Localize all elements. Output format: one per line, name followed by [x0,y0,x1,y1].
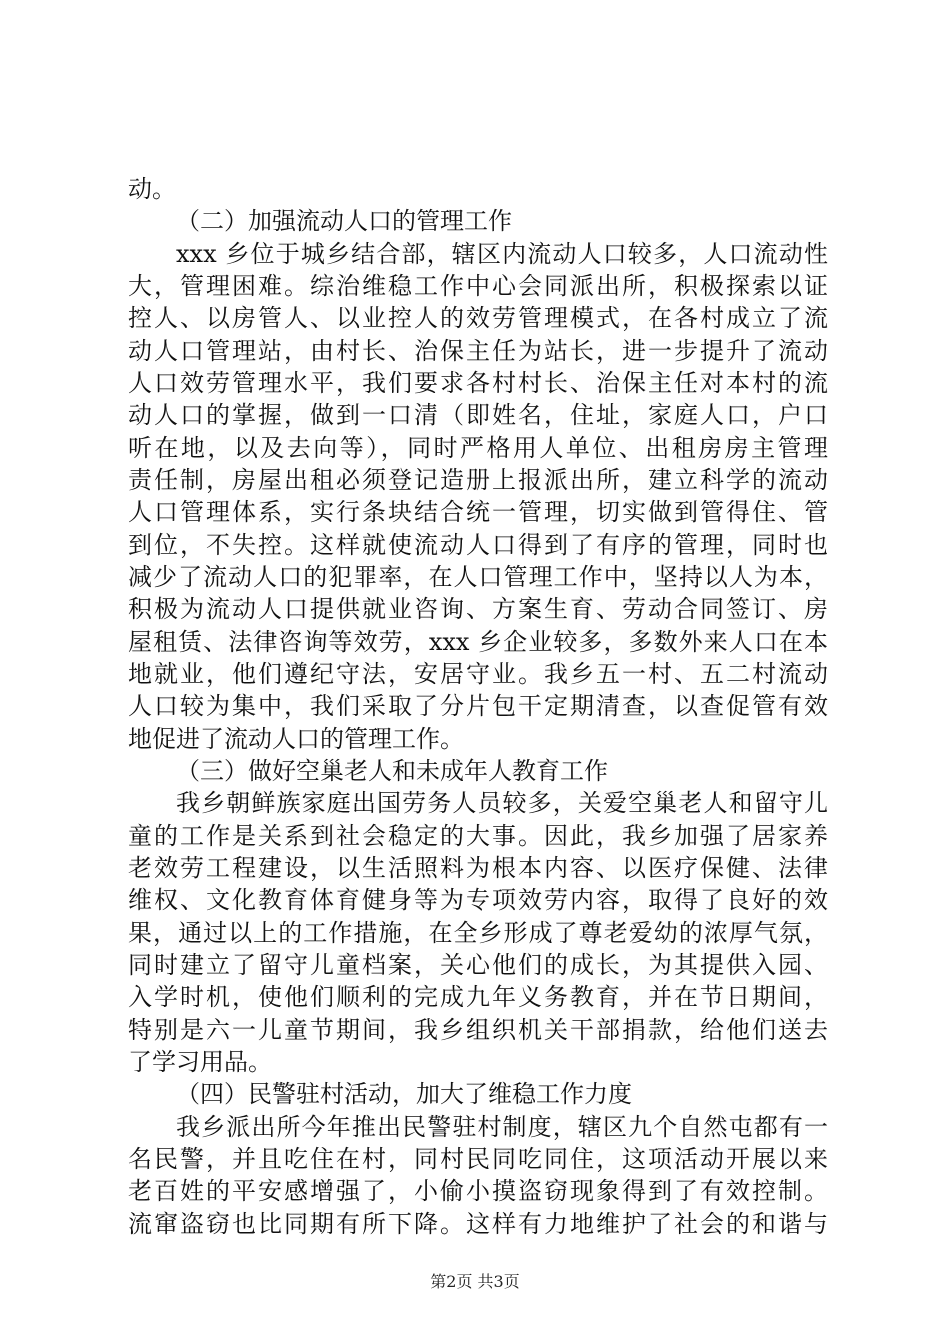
paragraph-line: 老百姓的平安感增强了，小偷小摸盗窃现象得到了有效控制。 [128,1177,828,1205]
paragraph-line: 名民警，并且吃住在村，同村民同吃同住，这项活动开展以来 [128,1145,828,1173]
paragraph-line: 积极为流动人口提供就业咨询、方案生育、劳动合同签订、房 [128,595,828,623]
paragraph-line: 动人口的掌握，做到一口清（即姓名，住址，家庭人口，户口 [128,401,828,429]
paragraph-line: 同时建立了留守儿童档案，关心他们的成长，为其提供入园、 [128,951,828,979]
section-heading: （三）做好空巢老人和未成年人教育工作 [176,757,608,785]
paragraph-line: 到位，不失控。这样就使流动人口得到了有序的管理，同时也 [128,531,828,559]
paragraph-line: 责任制，房屋出租必须登记造册上报派出所，建立科学的流动 [128,466,828,494]
paragraph-line: 入学时机，使他们顺利的完成九年义务教育，并在节日期间， [128,983,828,1011]
page-number-footer: 第2页 共3页 [430,1272,520,1291]
paragraph-line: 听在地，以及去向等），同时严格用人单位、出租房房主管理 [128,434,828,462]
paragraph-line: xxx 乡位于城乡结合部，辖区内流动人口较多，人口流动性 [176,240,828,268]
paragraph-line: 我乡朝鲜族家庭出国劳务人员较多，关爱空巢老人和留守儿 [176,789,828,817]
paragraph-line: 人口效劳管理水平，我们要求各村村长、治保主任对本村的流 [128,369,828,397]
paragraph-line: 果，通过以上的工作措施，在全乡形成了尊老爱幼的浓厚气氛， [128,919,828,947]
paragraph-line: 我乡派出所今年推出民警驻村制度，辖区九个自然屯都有一 [176,1113,828,1141]
paragraph-line: 人口管理体系，实行条块结合统一管理，切实做到管得住、管 [128,498,828,526]
paragraph-line: 了学习用品。 [128,1048,272,1076]
paragraph-line: 童的工作是关系到社会稳定的大事。因此，我乡加强了居家养 [128,822,828,850]
paragraph-line: 人口较为集中，我们采取了分片包干定期清查，以查促管有效 [128,692,828,720]
section-heading: （四）民警驻村活动，加大了维稳工作力度 [176,1080,632,1108]
paragraph-line: 维权、文化教育体育健身等为专项效劳内容，取得了良好的效 [128,886,828,914]
paragraph-line: 特别是六一儿童节期间，我乡组织机关干部捐款，给他们送去 [128,1016,828,1044]
paragraph-line: 减少了流动人口的犯罪率，在人口管理工作中，坚持以人为本， [128,563,828,591]
paragraph-line: 控人、以房管人、以业控人的效劳管理模式，在各村成立了流 [128,304,828,332]
paragraph-line: 老效劳工程建设，以生活照料为根本内容、以医疗保健、法律 [128,854,828,882]
paragraph-line: 动。 [128,175,176,203]
paragraph-line: 屋租赁、法律咨询等效劳，xxx 乡企业较多，多数外来人口在本 [128,628,828,656]
paragraph-line: 地促进了流动人口的管理工作。 [128,725,464,753]
paragraph-line: 动人口管理站，由村长、治保主任为站长，进一步提升了流动 [128,337,828,365]
section-heading: （二）加强流动人口的管理工作 [176,207,512,235]
paragraph-line: 大，管理困难。综治维稳工作中心会同派出所，积极探索以证 [128,272,828,300]
paragraph-line: 流窜盗窃也比同期有所下降。这样有力地维护了社会的和谐与 [128,1210,828,1238]
paragraph-line: 地就业，他们遵纪守法，安居守业。我乡五一村、五二村流动 [128,660,828,688]
